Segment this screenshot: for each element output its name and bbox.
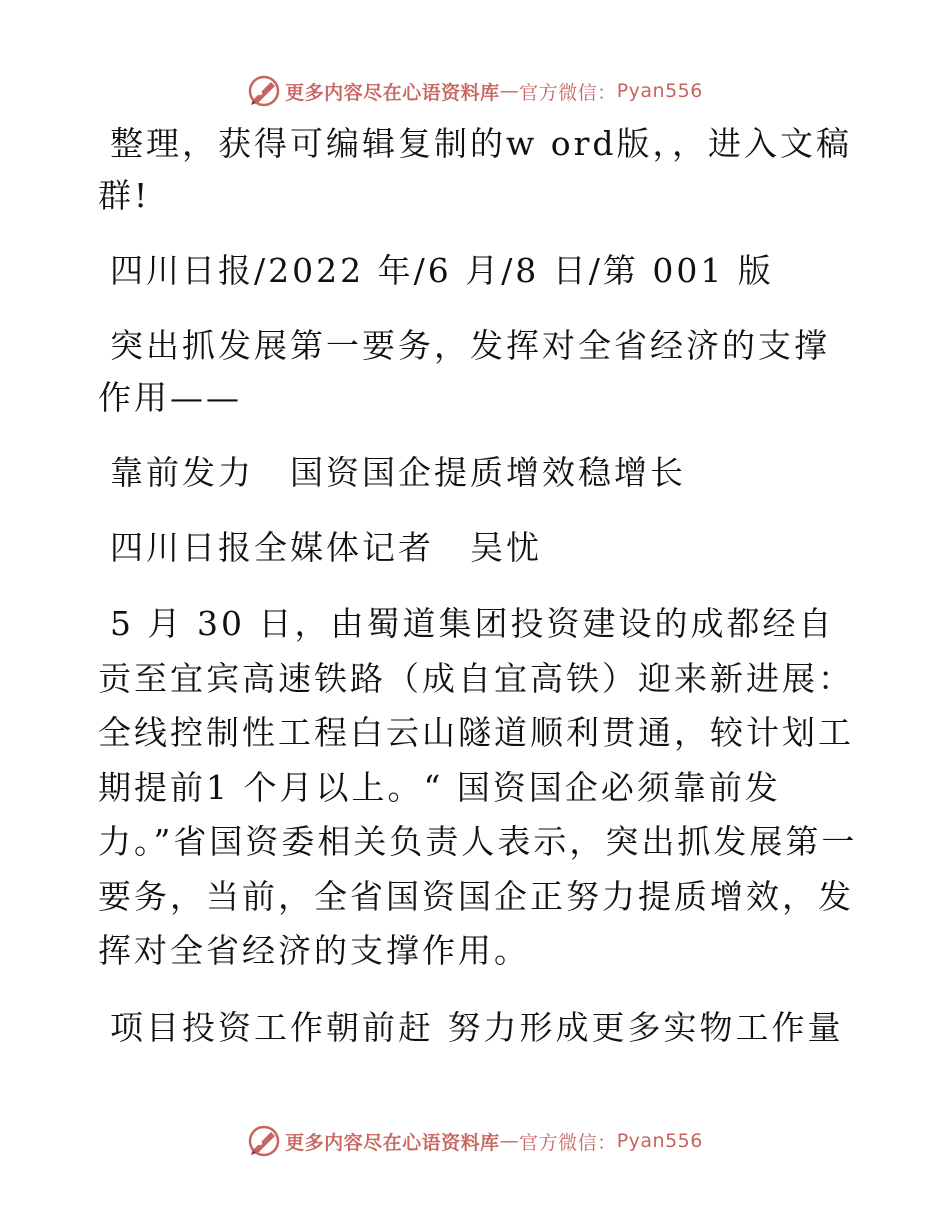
main-headline: 靠前发力 国资国企提质增效稳增长 — [110, 453, 686, 492]
banner-separator: — — [499, 1130, 520, 1152]
byline: 四川日报全媒体记者 吴忧 — [110, 528, 542, 567]
header-watermark-banner — [0, 71, 950, 111]
document-content — [98, 118, 858, 1054]
banner-separator: — — [499, 80, 520, 102]
banner-wechat-id: Pyan556 — [616, 80, 703, 102]
pen-logo-icon — [247, 74, 281, 108]
source-line: 四川日报/2022 年/6 月/8 日/第 001 版 — [110, 251, 774, 290]
banner-wechat-id: Pyan556 — [616, 1130, 703, 1152]
banner-wechat-label: 官方微信： — [519, 81, 617, 104]
footer-watermark-banner — [0, 1121, 950, 1161]
banner-brand-text: 更多内容尽在心语资料库 — [285, 81, 500, 104]
banner-wechat-label: 官方微信： — [519, 1131, 617, 1154]
intro-paragraph: 整理，获得可编辑复制的w ord版，，进入文稿群! — [98, 124, 853, 215]
body-paragraph: 5 月 30 日，由蜀道集团投资建设的成都经自贡至宜宾高速铁路（成自宜高铁）迎来新进展：全线控制性工程白云山隧道顺利贯通，较计划工期提前1 个月以上。“ 国资国企必须靠前发力。”省国资委相关负责人表示，突出抓发展第一要务，当前，全省国资国企正努力提质增效，发挥对全省经济的支撑作用。 — [98, 604, 858, 970]
banner-brand-text: 更多内容尽在心语资料库 — [285, 1131, 500, 1154]
section-subheading: 项目投资工作朝前赶 努力形成更多实物工作量 — [110, 1007, 844, 1047]
pen-logo-icon — [247, 1124, 281, 1158]
kicker-headline: 突出抓发展第一要务，发挥对全省经济的支撑作用—— — [98, 326, 830, 417]
